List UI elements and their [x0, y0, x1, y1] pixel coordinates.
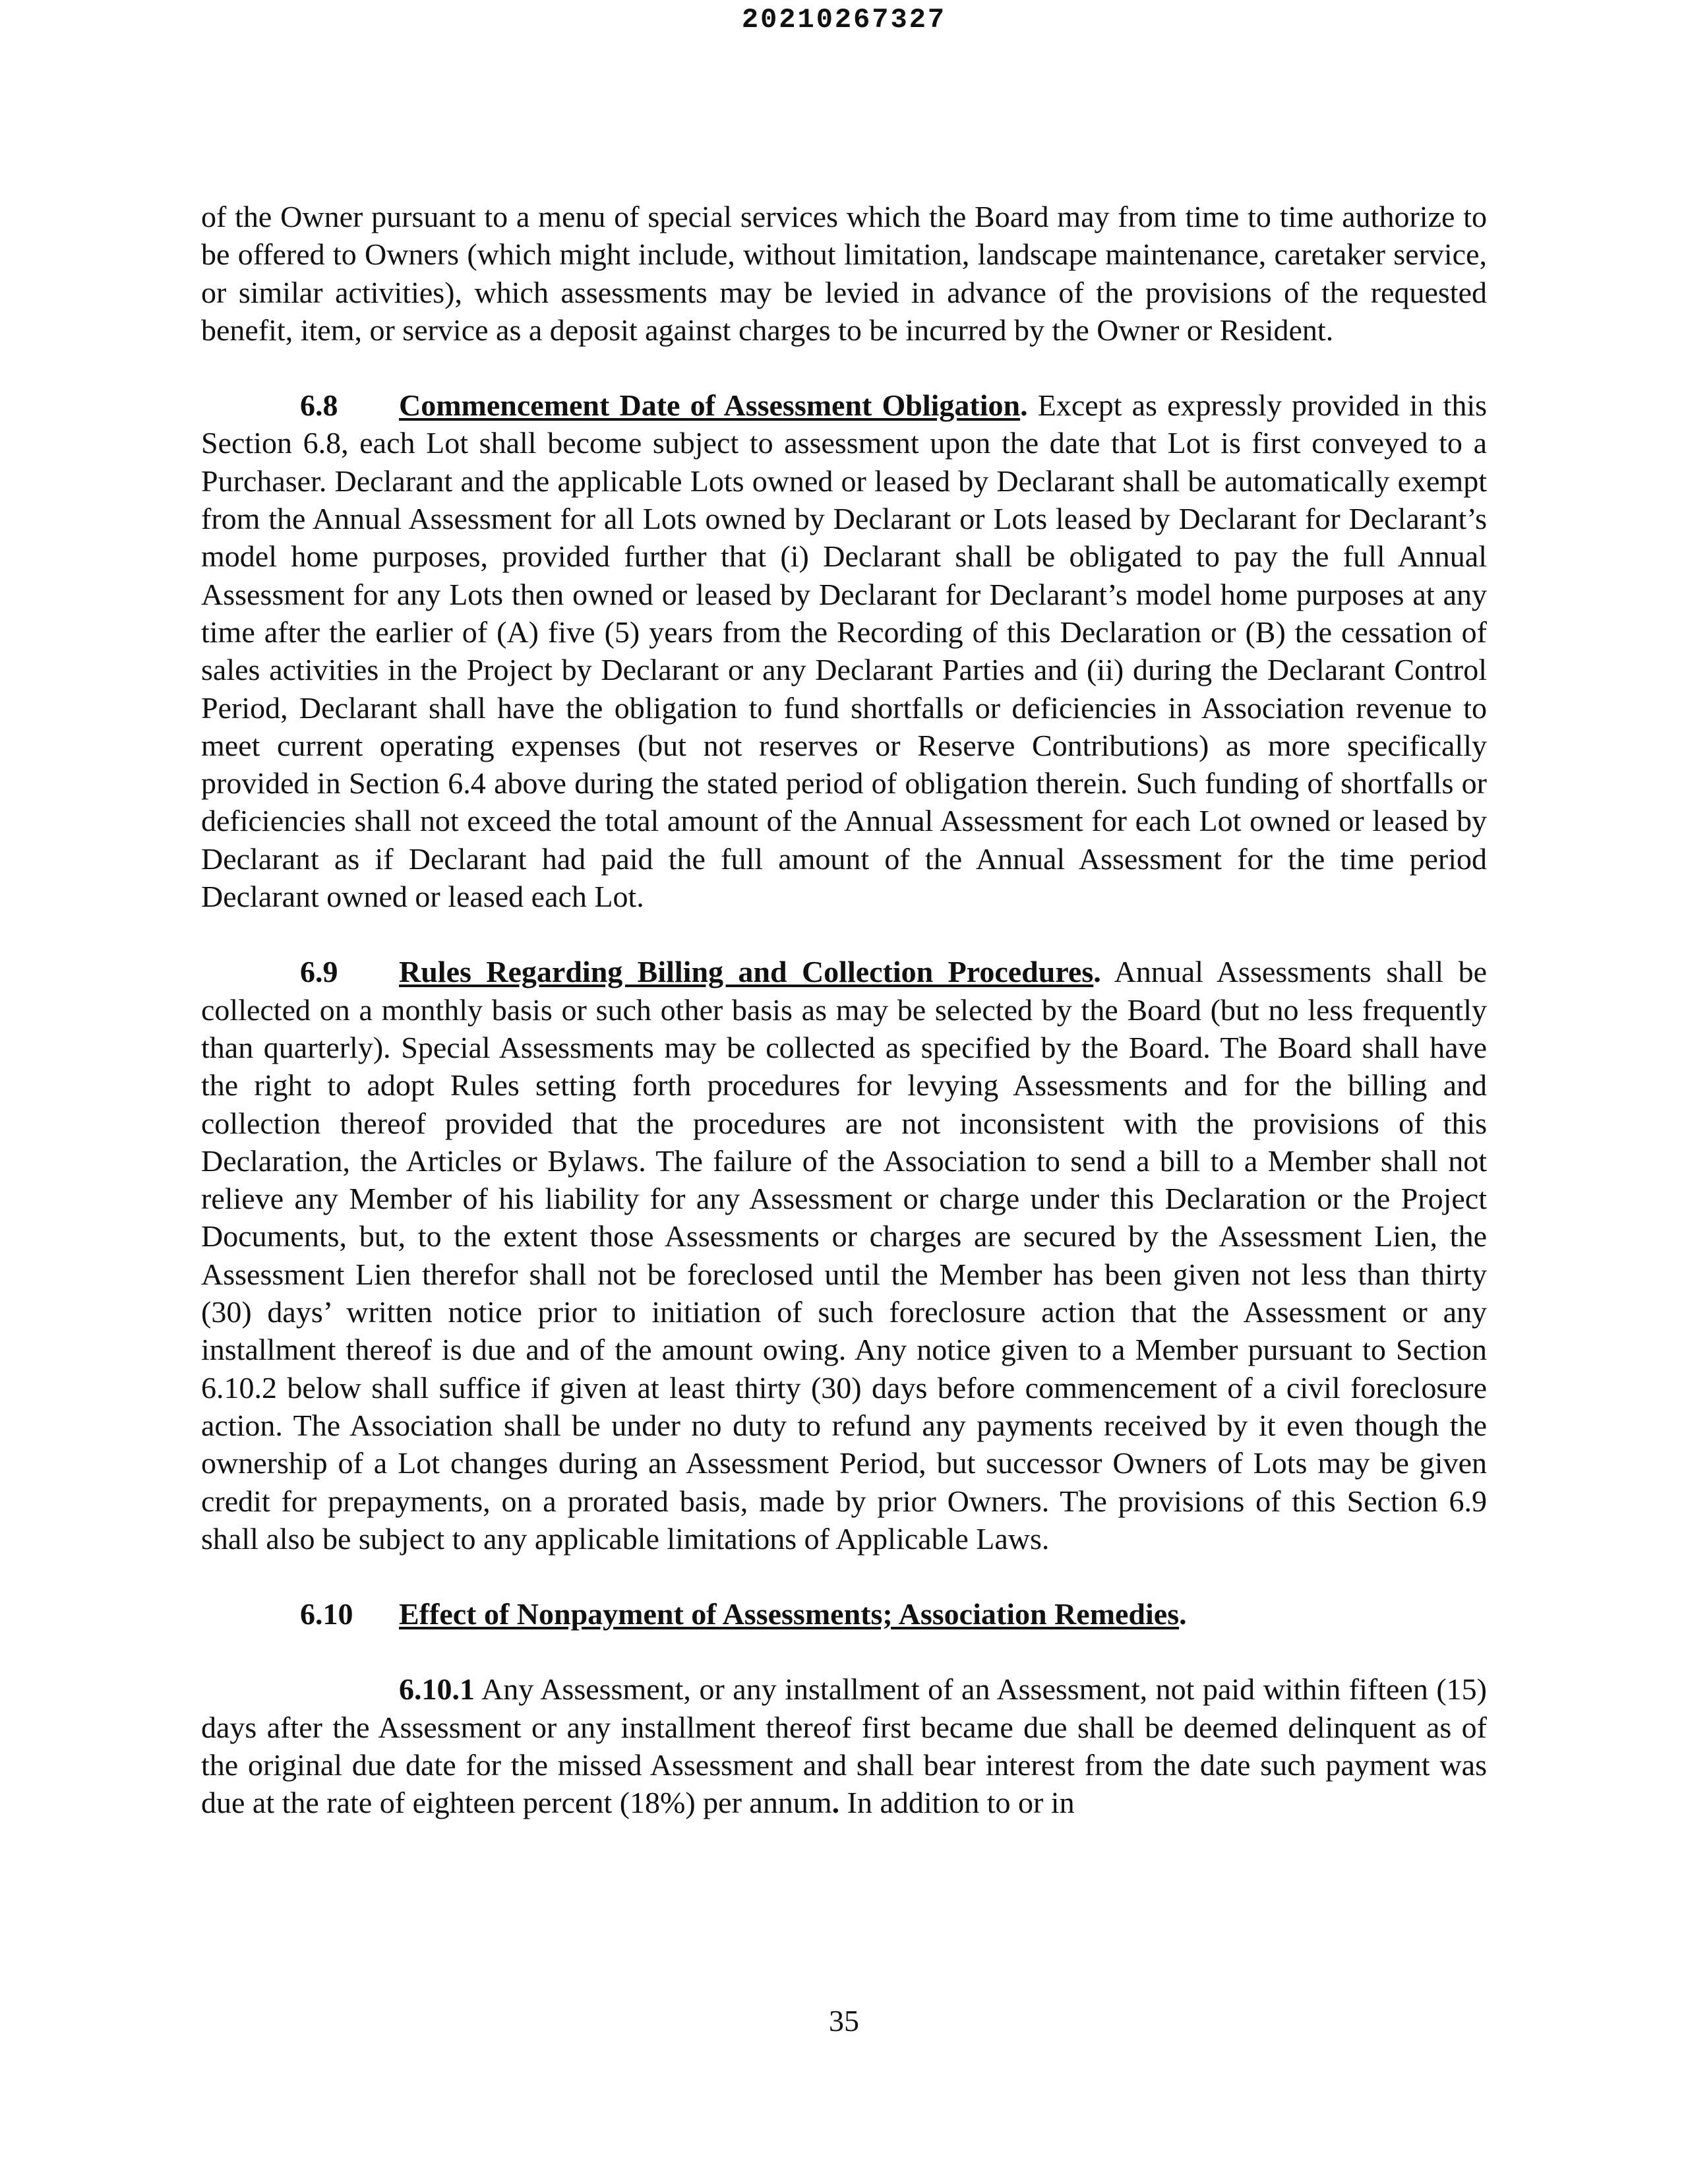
section-6-8-title: Commencement Date of Assessment Obligation: [399, 388, 1021, 423]
section-6-9-paragraph: [201, 953, 1487, 1558]
document-body: [201, 198, 1487, 1860]
section-6-9-number: 6.9: [300, 955, 338, 989]
section-6-9-title: Rules Regarding Billing and Collection Procedures: [399, 955, 1094, 989]
section-6-10-1-number: 6.10.1: [399, 1672, 475, 1707]
section-6-10-1-text: Any Assessment, or any installment of an Assessment, not paid within fifteen (15) days after the Assessment or any installment thereof first became due shall be deemed delinquent as of the original due date for the missed Assessment and shall bear interest from the date such payment was due at the rate of eighteen percent (18%) per annum: [201, 1672, 1487, 1820]
section-6-8-number: 6.8: [300, 388, 338, 423]
section-6-10-heading: [201, 1595, 1487, 1633]
page-number: 35: [829, 2004, 859, 2038]
section-6-10-number: 6.10: [300, 1597, 353, 1631]
section-6-9-text: Annual Assessments shall be collected on a monthly basis or such other basis as may be selected by the Board (but no less frequently than quarterly). Special Assessments may be collected as specified by the Board. The Board shall have the right to adopt Rules setting forth procedures for levying Assessments and for the billing and collection thereof provided that the procedures are not inconsistent with the provisions of this Declaration, the Articles or Bylaws. The failure of the Association to send a bill to a Member shall not relieve any Member of his liability for any Assessment or charge under this Declaration or the Project Documents, but, to the extent those Assessments or charges are secured by the Assessment Lien, the Assessment Lien therefor shall not be foreclosed until the Member has been given not less than thirty (30) days’ written notice prior to initiation of such foreclosure action that the Assessment or any installment thereof is due and of the amount owing. Any notice given to a Member pursuant to Section 6.10.2 below shall suffice if given at least thirty (30) days before commencement of a civil foreclosure action. The Association shall be under no duty to refund any payments received by it even though the ownership of a Lot changes during an Assessment Period, but successor Owners of Lots may be given credit for prepayments, on a prorated basis, made by prior Owners. The provisions of this Section 6.9 shall also be subject to any applicable limitations of Applicable Laws.: [201, 955, 1487, 1556]
section-6-10-title-punct: .: [1179, 1597, 1187, 1631]
section-6-10-1-bold-period: .: [831, 1786, 840, 1820]
section-6-8-text: Except as expressly provided in this Section 6.8, each Lot shall become subject to assessment upon the date that Lot is first conveyed to a Purchaser. Declarant and the applicable Lots owned or leased by Declarant shall be automatically exempt from the Annual Assessment for all Lots owned by Declarant or Lots leased by Declarant for Declarant’s model home purposes, provided further that (i) Declarant shall be obligated to pay the full Annual Assessment for any Lots then owned or leased by Declarant for Declarant’s model home purposes at any time after the earlier of (A) five (5) years from the Recording of this Declaration or (B) the cessation of sales activities in the Project by Declarant or any Declarant Parties and (ii) during the Declarant Control Period, Declarant shall have the obligation to fund shortfalls or deficiencies in Association revenue to meet current operating expenses (but not reserves or Reserve Contributions) as more specifically provided in Section 6.4 above during the stated period of obligation therein. Such funding of shortfalls or deficiencies shall not exceed the total amount of the Annual Assessment for each Lot owned or leased by Declarant as if Declarant had paid the full amount of the Annual Assessment for the time period Declarant owned or leased each Lot.: [201, 388, 1488, 914]
document-number: 20210267327: [741, 4, 947, 36]
section-6-10-title: Effect of Nonpayment of Assessments; Association Remedies: [399, 1597, 1180, 1631]
section-6-9-title-punct: .: [1093, 955, 1101, 989]
section-6-8-paragraph: [201, 386, 1487, 915]
section-6-10-1-text-continued: In addition to or in: [839, 1786, 1075, 1820]
section-6-8-title-punct: .: [1020, 388, 1028, 423]
intro-text: of the Owner pursuant to a menu of special services which the Board may from time to time authorize to be offered to Owners (which might include, without limitation, landscape maintenance, caretaker service, or similar activities), which assessments may be levied in advance of the provisions of the requested benefit, item, or service as a deposit against charges to be incurred by the Owner or Resident.: [201, 200, 1487, 347]
intro-paragraph: [201, 198, 1487, 349]
section-6-10-1-paragraph: [201, 1670, 1487, 1821]
